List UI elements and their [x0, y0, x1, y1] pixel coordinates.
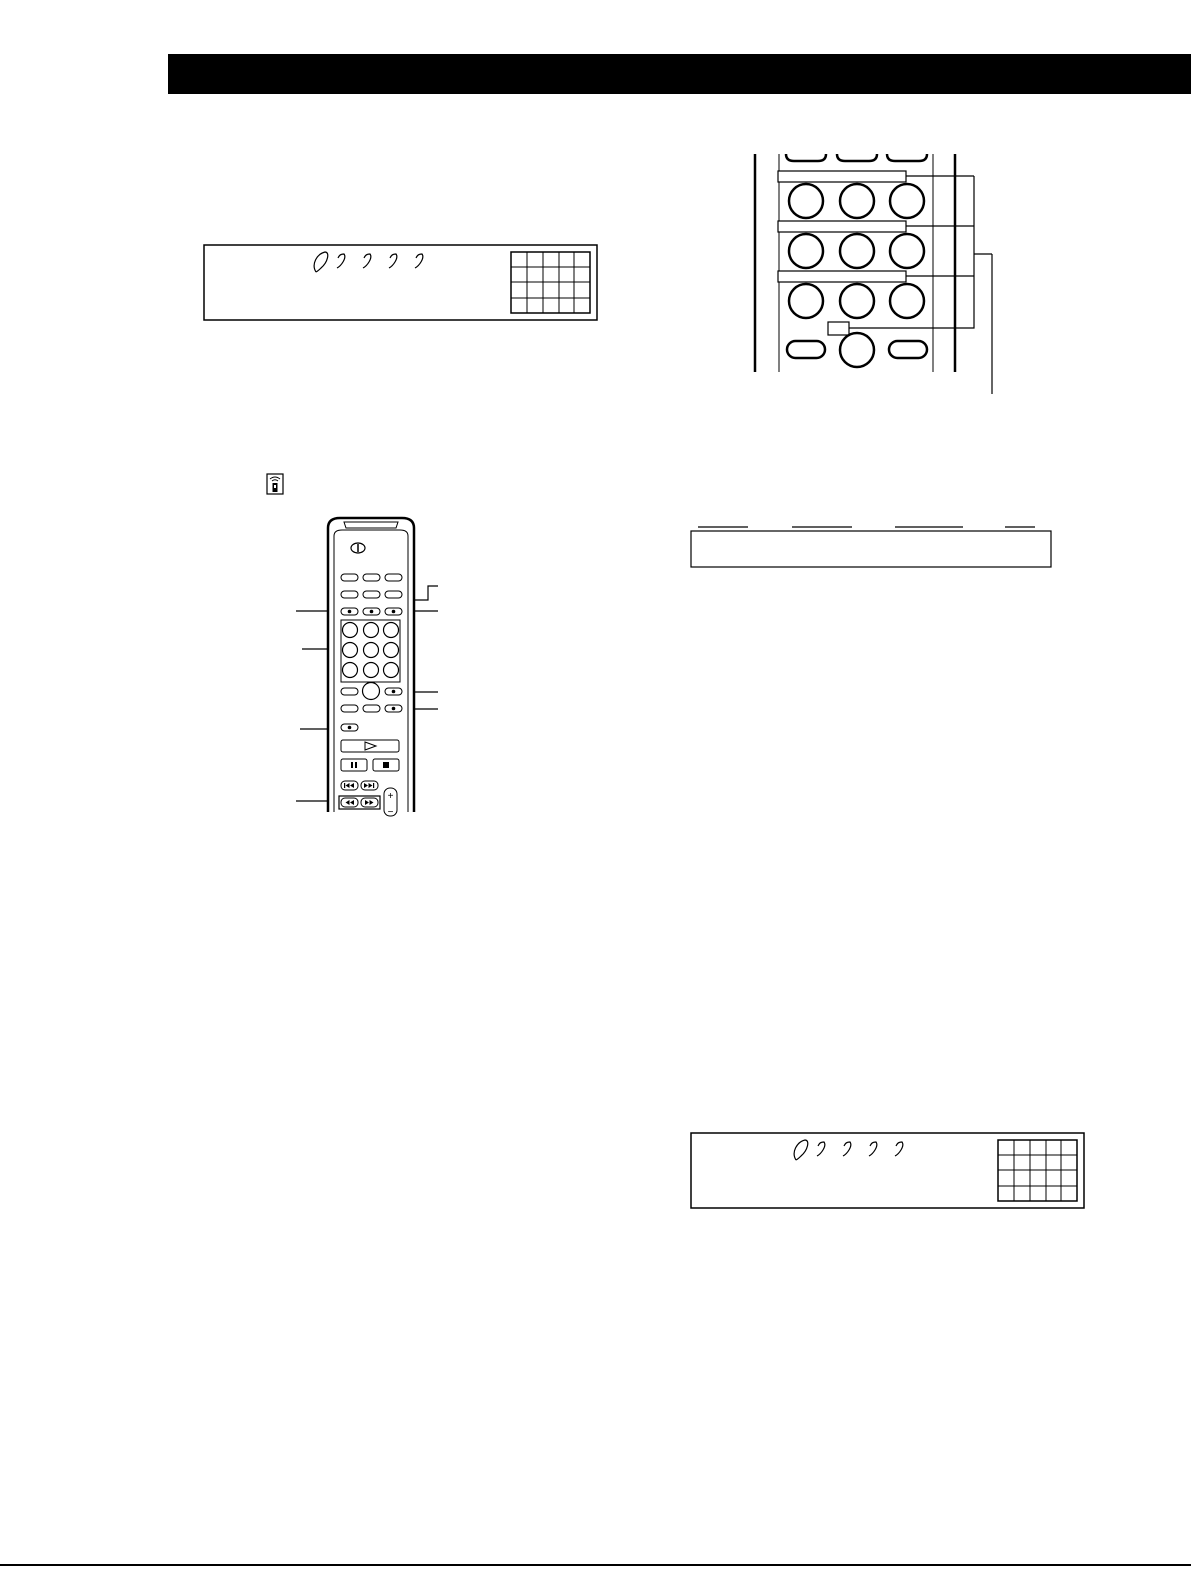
calendar-grid-icon	[998, 1140, 1077, 1201]
volume-minus-label: −	[387, 807, 394, 818]
remote-control-icon	[266, 473, 284, 495]
disc-indicator-icon	[794, 1140, 903, 1160]
display-panel-top	[203, 244, 599, 322]
disc-indicator-icon	[314, 252, 423, 272]
volume-rocker	[384, 788, 397, 818]
play-button	[341, 740, 399, 752]
stop-button	[373, 759, 399, 771]
top-button-rows	[341, 574, 402, 615]
calendar-grid-icon	[511, 252, 590, 313]
footer-rule	[0, 1564, 1191, 1566]
rewind-button	[341, 798, 358, 807]
fast-forward-button	[361, 798, 378, 807]
page-header-bar	[168, 54, 1191, 94]
display-panel-bottom	[690, 1132, 1086, 1210]
display-frame-right	[690, 525, 1054, 569]
pause-button	[341, 759, 367, 771]
next-track-button	[361, 781, 378, 790]
previous-track-button	[341, 781, 358, 790]
keypad-closeup-illustration	[752, 154, 1002, 394]
volume-plus-label: +	[387, 791, 394, 802]
stop-icon	[383, 762, 389, 768]
remote-control-illustration	[296, 516, 446, 816]
power-button	[351, 543, 365, 553]
